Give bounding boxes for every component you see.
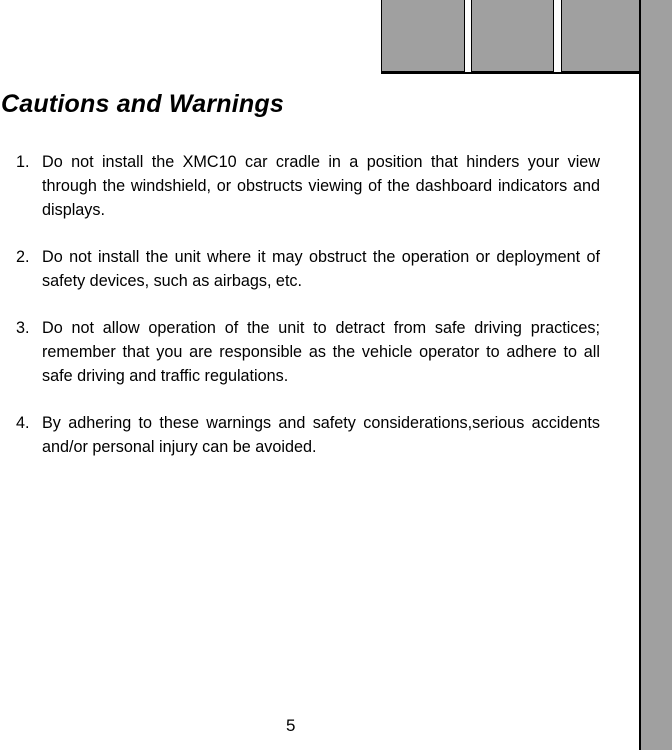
header-tab-block-3 (561, 0, 639, 72)
page-number: 5 (286, 716, 296, 735)
warning-item-4 (0, 411, 600, 459)
page-title: Cautions and Warnings (1, 90, 284, 118)
header-tab-block-1 (381, 0, 465, 72)
warning-number: 3. (16, 319, 30, 337)
warning-text: By adhering to these warnings and safety considerations,serious accidents and/or personal injury can be avoided. (42, 414, 600, 456)
warning-item-1 (0, 150, 600, 222)
warning-text: Do not install the XMC10 car cradle in a position that hinders your view through the windshield, or obstructs viewing of the dashboard indicators and displays. (42, 153, 600, 219)
warning-text: Do not install the unit where it may obstruct the operation or deployment of safety devices, such as airbags, etc. (42, 248, 600, 290)
warning-number: 1. (16, 153, 30, 171)
warning-item-3 (0, 316, 600, 388)
warnings-list (0, 150, 600, 482)
warning-item-2 (0, 245, 600, 293)
header-tab-block-2 (471, 0, 554, 72)
warning-text: Do not allow operation of the unit to detract from safe driving practices; remember that you are responsible as the vehicle operator to adhere to all safe driving and traffic regulations. (42, 319, 600, 385)
side-thumb-bar (639, 0, 672, 750)
warning-number: 2. (16, 248, 30, 266)
warning-number: 4. (16, 414, 30, 432)
header-tab-rule (381, 72, 639, 74)
